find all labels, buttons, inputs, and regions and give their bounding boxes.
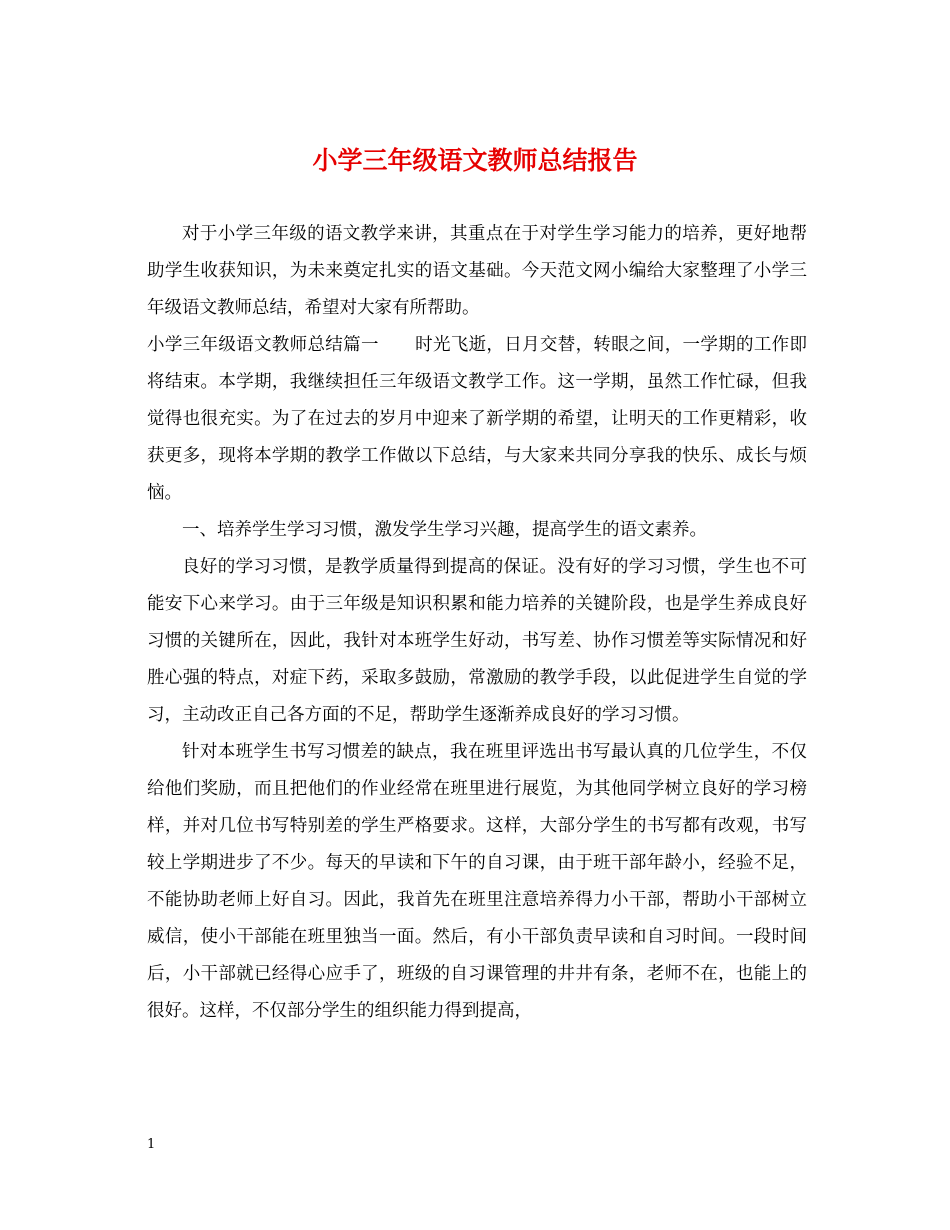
page-number: 1	[147, 1137, 156, 1152]
intro-paragraph: 对于小学三年级的语文教学来讲，其重点在于对学生学习能力的培养，更好地帮助学生收获知识，为未来奠定扎实的语文基础。今天范文网小编给大家整理了小学三年级语文教师总结，希望对大家有所帮助。	[147, 224, 807, 318]
habit-paragraph: 良好的学习习惯，是教学质量得到提高的保证。没有好的学习习惯，学生也不可能安下心来学习。由于三年级是知识积累和能力培养的关键阶段，也是学生养成良好习惯的关键所在，因此，我针对本班学生好动，书写差、协作习惯差等实际情况和好胜心强的特点，对症下药，采取多鼓励，常激励的教学手段，以此促进学生自觉的学习，主动改正自己各方面的不足，帮助学生逐渐养成良好的学习习惯。	[147, 557, 807, 725]
document-body	[147, 216, 807, 1030]
section-one-heading: 小学三年级语文教师总结篇一	[147, 335, 379, 355]
section-one-text: 时光飞逝，日月交替，转眼之间，一学期的工作即将结束。本学期，我继续担任三年级语文教学工作。这一学期，虽然工作忙碌，但我觉得也很充实。为了在过去的岁月中迎来了新学期的希望，让明天的工作更精彩，收获更多，现将本学期的教学工作做以下总结，与大家来共同分享我的快乐、成长与烦恼。	[147, 335, 808, 503]
section-one-paragraph	[147, 327, 807, 512]
writing-habit-paragraph: 针对本班学生书写习惯差的缺点，我在班里评选出书写最认真的几位学生，不仅给他们奖励，而且把他们的作业经常在班里进行展览，为其他同学树立良好的学习榜样，并对几位书写特别差的学生严格要求。这样，大部分学生的书写都有改观，书写较上学期进步了不少。每天的早读和下午的自习课，由于班干部年龄小，经验不足，不能协助老师上好自习。因此，我首先在班里注意培养得力小干部，帮助小干部树立威信，使小干部能在班里独当一面。然后，有小干部负责早读和自习时间。一段时间后，小干部就已经得心应手了，班级的自习课管理的井井有条，老师不在，也能上的很好。这样，不仅部分学生的组织能力得到提高，	[147, 742, 807, 1021]
habit-heading-paragraph: 一、培养学生学习习惯，激发学生学习兴趣，提高学生的语文素养。	[182, 520, 707, 540]
document-title: 小学三年级语文教师总结报告	[312, 146, 638, 175]
